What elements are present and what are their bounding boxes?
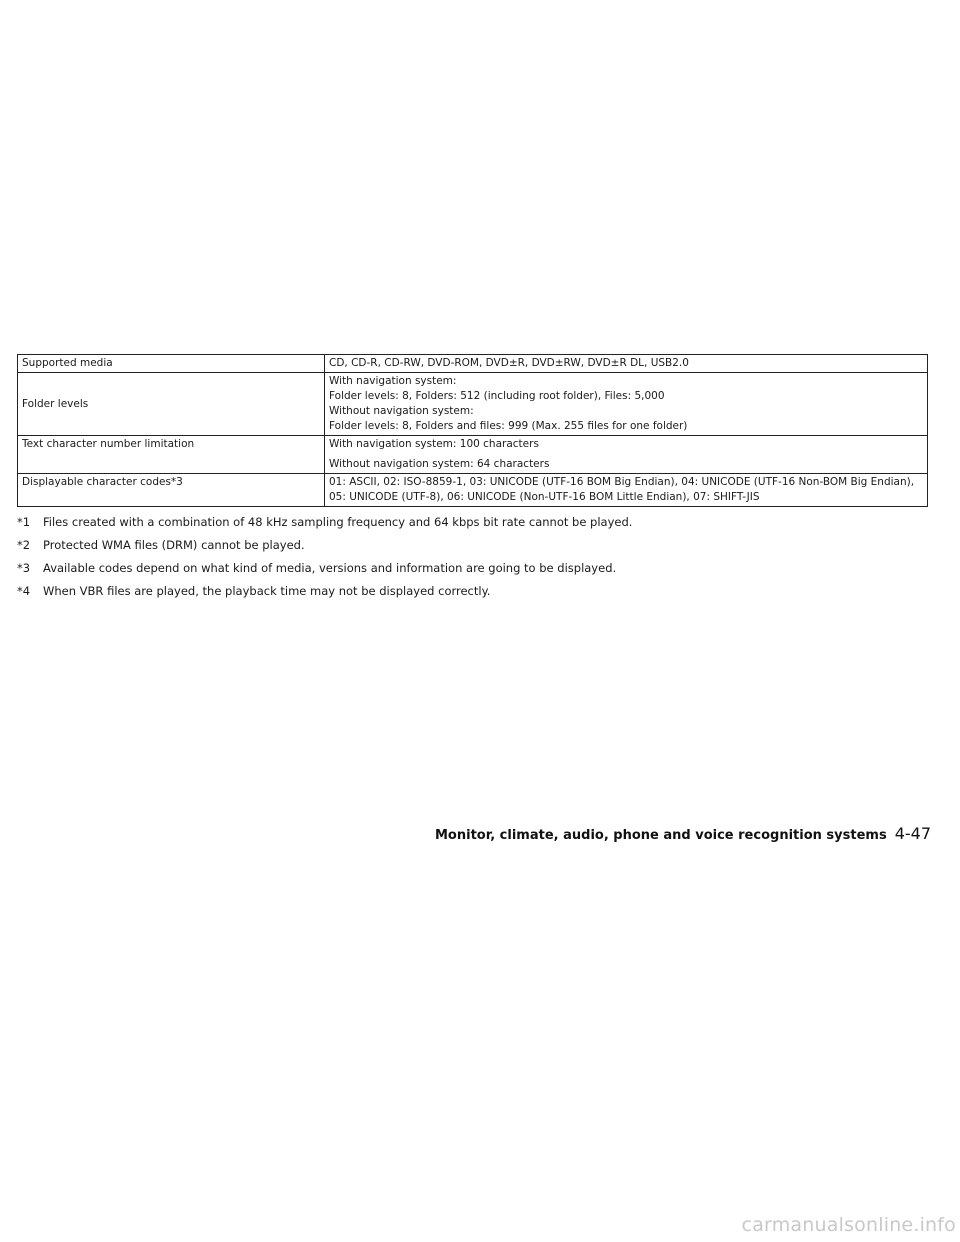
value-line: Folder levels: 8, Folders and files: 999 (Max. 255 files for one folder) [329, 420, 688, 432]
value-line: Without navigation system: [329, 405, 474, 417]
footer-section-title: Monitor, climate, audio, phone and voice recognition systems [434, 828, 887, 843]
value-line: Folder levels: 8, Folders: 512 (including root folder), Files: 5,000 [329, 390, 665, 402]
table-row [18, 436, 928, 474]
row-value-folder-levels [325, 373, 928, 436]
page-footer [435, 824, 931, 843]
footnote-1 [17, 514, 928, 537]
footnote-mark: *1 [17, 515, 31, 529]
value-line: Without navigation system: 64 characters [329, 458, 550, 470]
value-line: With navigation system: [329, 375, 457, 387]
row-label-folder-levels: Folder levels [18, 373, 325, 436]
watermark: carmanualsonline.info [741, 1214, 956, 1236]
table-row [18, 355, 928, 373]
footnote-text: When VBR files are played, the playback time may not be displayed correctly. [43, 584, 491, 598]
media-spec-table [17, 354, 928, 507]
value-line: 01: ASCII, 02: ISO-8859-1, 03: UNICODE (UTF-16 BOM Big Endian), 04: UNICODE (UTF-16 Non-BOM Big Endian), 05: UNICODE (UTF-8), 06: UNICODE (Non-UTF-16 BOM Little Endian), 07: SHIFT-JIS [329, 476, 915, 503]
row-value-supported-media [325, 355, 928, 373]
row-label-text-limit: Text character number limitation [18, 436, 325, 474]
footnotes [17, 514, 928, 606]
table-row [18, 373, 928, 436]
footnote-text: Available codes depend on what kind of media, versions and information are going to be displayed. [43, 561, 617, 575]
page-number: 4-47 [894, 824, 931, 843]
footnote-2 [17, 537, 928, 560]
footnote-mark: *4 [17, 584, 31, 598]
row-label-character-codes: Displayable character codes*3 [18, 474, 325, 507]
footnote-4 [17, 583, 928, 606]
footnote-mark: *3 [17, 561, 31, 575]
footnote-mark: *2 [17, 538, 31, 552]
value-line: With navigation system: 100 characters [329, 438, 539, 450]
footnote-3 [17, 560, 928, 583]
table-row [18, 474, 928, 507]
value-line: CD, CD-R, CD-RW, DVD-ROM, DVD±R, DVD±RW, DVD±R DL, USB2.0 [329, 357, 689, 369]
row-value-character-codes [325, 474, 928, 507]
row-label-supported-media: Supported media [18, 355, 325, 373]
footnote-text: Protected WMA files (DRM) cannot be played. [43, 538, 305, 552]
footnote-text: Files created with a combination of 48 kHz sampling frequency and 64 kbps bit rate cannot be played. [43, 515, 633, 529]
row-value-text-limit [325, 436, 928, 474]
